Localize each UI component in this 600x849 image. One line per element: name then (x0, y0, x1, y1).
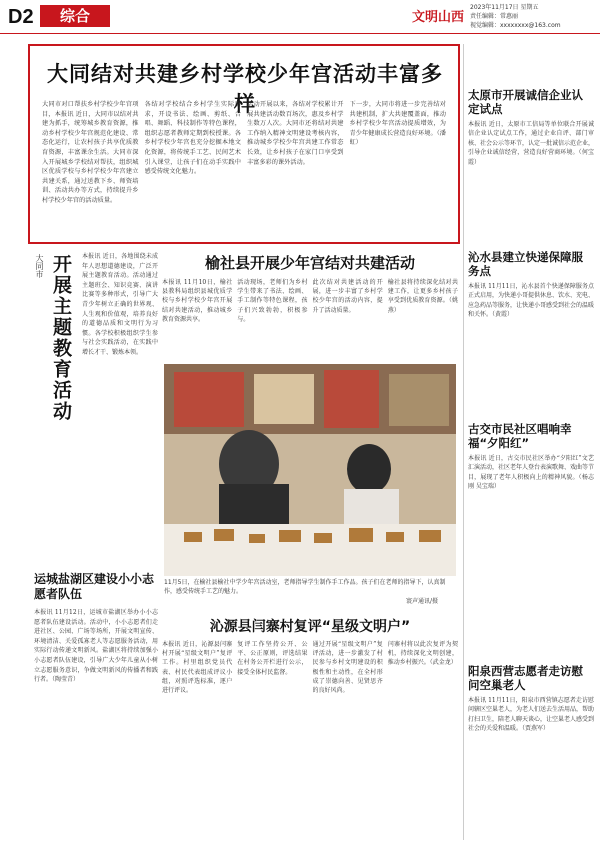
left-bottom-headline[interactable]: 运城盐湖区建设小小志愿者队伍 (34, 572, 155, 601)
bottom-col-1: 本报讯 近日，沁源县闫寨村开展“星级文明户”复评工作。村里组织党员代表、村民代表组成评议小组，对照评选标准，逐户进行评议。 (162, 641, 233, 695)
issue-date: 2023年11月17日 星期五 (470, 4, 539, 11)
sidebar-divider (463, 44, 464, 840)
section-tag: 综合 (40, 5, 110, 27)
brief-2-body: 本报讯 11月11日，沁水县首个快递保障服务点正式启用，为快递小哥提供休息、饮水、充电、应急药品等服务，让快递小哥感受到社会的温暖和关怀。（黄霞） (468, 283, 594, 319)
brief-3-title[interactable]: 古交市民社区唱响幸福“夕阳红” (468, 422, 572, 450)
bottom-col-4: 闫寨村将以此次复评为契机，持续深化文明创建，推动乡村振兴。（武金龙） (387, 641, 458, 667)
mid-col-3: 此次结对共建活动的开展，进一步丰富了乡村学校少年宫的活动内容，提升了活动质量。 (312, 279, 383, 314)
editor-line: 责任编辑：常惠丽 (470, 13, 519, 20)
bottom-col-2: 复评工作坚持公开、公平、公正原则，评选结果在村务公开栏进行公示，接受全体村民监督。 (237, 641, 308, 676)
mid-headline[interactable]: 榆社县开展少年宫结对共建活动 (204, 254, 415, 272)
brief-1 (468, 88, 594, 248)
bottom-col-3: 通过开展“星级文明户”复评活动，进一步激发了村民参与乡村文明建设的积极性和主动性，在全村形成了崇德向善、见贤思齐的良好风尚。 (312, 641, 383, 695)
brief-4 (468, 664, 594, 849)
left-bottom-body: 本报讯 11月12日，运城市盐湖区举办小小志愿者队伍建设活动。活动中，小小志愿者们走进社区、公园、广场等场所，开展文明宣传、环境清洁、关爱孤寡老人等志愿服务活动，用实际行动传递文明新风。盐湖区将持续加强小小志愿者队伍建设，引导广大少年儿童从小树立志愿服务意识，争做文明新风的传播者和践行者。（陶莹青） (34, 609, 158, 684)
sidebar-briefs (468, 44, 594, 844)
mid-article-body (162, 278, 458, 360)
brief-2 (468, 250, 594, 420)
lead-body (42, 100, 446, 240)
photo-illustration (164, 364, 456, 576)
vertical-subtitle: 大同市 (35, 254, 44, 278)
page-number: D2 (8, 6, 34, 28)
brief-3 (468, 422, 594, 662)
brief-1-body: 本报讯 近日，太原市工信局等单位联合开展诚信企业认定试点工作，通过企业自评、部门审核、社会公示等环节，认定一批诚信示范企业，引导企业诚信经营，营造良好营商环境。（何宝霞） (468, 121, 594, 166)
visual-editor-line: 视觉编辑：xxxxxxxx@163.com (470, 22, 561, 29)
vertical-article-title (34, 252, 80, 484)
vertical-headline[interactable]: 开展主题教育活动 (50, 254, 72, 422)
photo-caption: 11月5日，在榆社县榆社中学少年宫活动室，老师指导学生制作手工作品。孩子们在老师的指导下，认真制作，感受传统手工艺的魅力。 (164, 579, 446, 595)
brief-1-title[interactable]: 太原市开展诚信企业认定试点 (468, 88, 583, 116)
lead-col-2: 各结对学校结合乡村学生实际需求，开设书法、绘画、剪纸、合唱、舞蹈、科技制作等特色课程，组织志愿者教师定期到校授课。各乡村学校少年宫也充分挖掘本地文化资源，将传统手工艺、民间艺术引入课堂，让孩子们在动手实践中感受传统文化魅力。 (144, 101, 241, 176)
lead-article (28, 44, 460, 244)
brief-4-title[interactable]: 阳泉西营志愿者走访慰问空巢老人 (468, 664, 583, 692)
mid-col-1: 本报讯 11月10日，榆社县教科局组织县城优质学校与乡村学校少年宫开展结对共建活动，推动城乡教育资源共享。 (162, 279, 233, 323)
brief-4-body: 本报讯 11月11日，阳泉市西营镇志愿者走访慰问辖区空巢老人，为老人们送去生活用品，帮助打扫卫生，陪老人聊天谈心，让空巢老人感受到社会的关爱和温暖。（贾燕军） (468, 697, 594, 733)
page-header (0, 0, 600, 34)
lead-headline[interactable]: 大同结对共建乡村学校少年宫活动丰富多样 (47, 62, 443, 116)
lead-col-4: 下一步，大同市将进一步完善结对共建机制，扩大共建覆盖面，推动乡村学校少年宫活动提质增效，为青少年健康成长营造良好环境。（潘虹） (349, 101, 446, 147)
lead-col-3: 活动开展以来，各结对学校累计开展共建活动数百场次，惠及乡村学生数万人次。大同市还将结对共建工作纳入精神文明建设考核内容，推动城乡学校少年宫共建工作常态长效，让乡村孩子在家门口享受到丰富多彩的课外活动。 (247, 101, 344, 166)
brief-2-title[interactable]: 沁水县建立快递保障服务点 (468, 250, 583, 278)
issue-meta (470, 3, 561, 30)
bottom-headline[interactable]: 沁源县闫寨村复评“星级文明户” (209, 619, 411, 635)
news-photo (164, 364, 456, 576)
mid-col-4: 榆社县将持续深化结对共建工作，让更多乡村孩子享受到优质教育资源。（姚燕） (387, 279, 458, 314)
photo-credit: 寰声通讯/摄 (406, 598, 439, 605)
newspaper-brand: 文明山西 (412, 10, 465, 25)
lead-col-1: 大同市对口帮扶乡村学校少年宫项目，本报讯 近日，大同市以结对共建为抓手，统筹城乡教育资源，推动乡村学校少年宫规范化建设、常态化运行，让农村孩子共享优质教育资源，丰富课余生活。大同市深入开展城乡学校结对帮扶，组织城区优质学校与乡村学校少年宫建立共建关系，通过送教下乡、师资培训、活动共办等方式，持续提升乡村学校少年宫的活动质量。 (42, 101, 139, 204)
bottom-article-body (162, 640, 458, 840)
brief-3-body: 本报讯 近日，古交市民社区举办“夕阳红”文艺汇演活动，社区老年人登台表演歌舞、戏曲等节目，展现了老年人积极向上的精神风貌。（杨志刚 吴宝瑞） (468, 455, 594, 491)
vertical-article-body: 本报讯 近日，各地围绕未成年人思想道德建设，广泛开展主题教育活动。活动通过主题班会、知识竞赛、演讲比赛等多种形式，引导广大青少年树立正确的世界观、人生观和价值观，培养良好的道德品质和文明行为习惯。各学校积极组织学生参与社会实践活动，在实践中增长才干、锻炼本领。 (82, 253, 158, 356)
mid-col-2: 活动现场，老师们为乡村学生带来了书法、绘画、手工制作等特色课程，孩子们兴致勃勃，积极参与。 (237, 279, 308, 323)
